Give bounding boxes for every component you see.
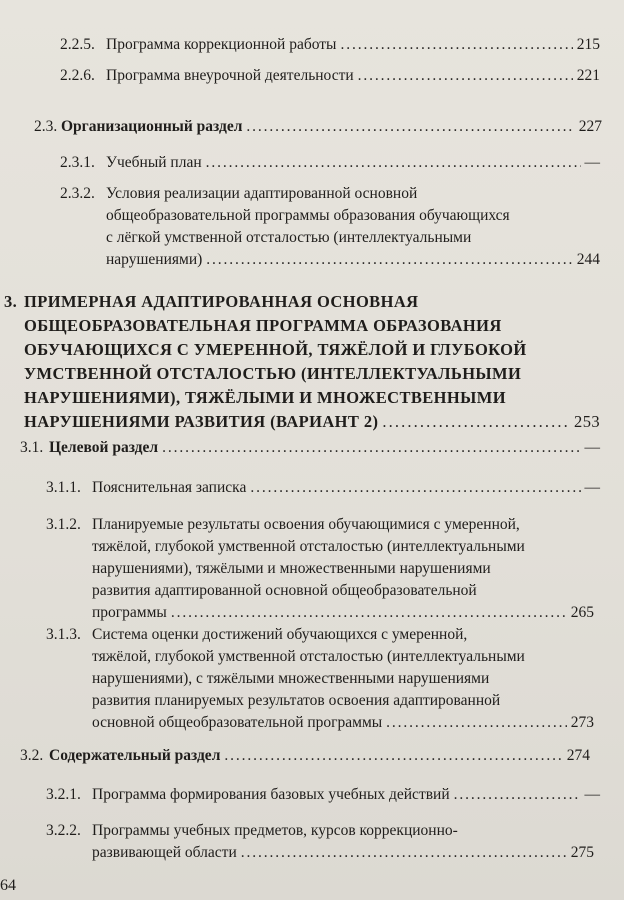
leader-dots xyxy=(162,437,580,459)
chapter-line: НАРУШЕНИЯМИ), ТЯЖЁЛЫМИ И МНОЖЕСТВЕННЫМИ xyxy=(24,388,506,407)
entry-number: 3.2.2. xyxy=(46,822,81,839)
entry-number: 3.2. xyxy=(20,747,44,764)
entry-line: Планируемые результаты освоения обучающимися с умеренной, xyxy=(92,516,520,533)
entry-title: Пояснительная записка xyxy=(92,479,247,496)
chapter-line: УМСТВЕННОЙ ОТСТАЛОСТЬЮ (ИНТЕЛЛЕКТУАЛЬНЫМИ xyxy=(24,364,522,383)
entry-line: развивающей области xyxy=(92,844,237,861)
entry-title: Учебный план xyxy=(106,154,202,171)
entry-number: 2.2.6. xyxy=(60,67,95,84)
entry-line: развития планируемых результатов освоения адаптированной xyxy=(92,692,501,709)
entry-title: Программа коррекционной работы xyxy=(106,36,337,53)
leader-dots xyxy=(358,65,573,87)
entry-page: 221 xyxy=(576,67,600,84)
entry-number: 3.1.1. xyxy=(46,479,81,496)
entry-number: 2.2.5. xyxy=(60,36,95,53)
entry-number: 2.3. xyxy=(34,118,58,135)
entry-title: Программа внеурочной деятельности xyxy=(106,67,354,84)
entry-page: 215 xyxy=(576,36,600,53)
entry-line: общеобразовательной программы образования обучающихся xyxy=(106,207,510,224)
leader-dots xyxy=(206,249,572,271)
entry-page: 273 xyxy=(570,714,594,731)
leader-dots xyxy=(250,477,580,499)
section-title: Содержательный раздел xyxy=(49,747,221,764)
chapter-number: 3. xyxy=(4,292,18,311)
entry-page: — xyxy=(584,439,600,456)
entry-page: 275 xyxy=(570,844,594,861)
chapter-line: ОБУЧАЮЩИХСЯ С УМЕРЕННОЙ, ТЯЖЁЛОЙ И ГЛУБОКОЙ xyxy=(24,340,527,359)
entry-page: 244 xyxy=(576,251,600,268)
leader-dots xyxy=(382,410,570,434)
entry-page: — xyxy=(584,479,600,496)
entry-number: 2.3.2. xyxy=(60,185,95,202)
entry-page: — xyxy=(584,154,600,171)
entry-line: нарушениями), с тяжёлыми множественными нарушениями xyxy=(92,670,490,687)
entry-number: 3.1.2. xyxy=(46,516,81,533)
entry-line: основной общеобразовательной программы xyxy=(92,714,383,731)
chapter-line: ПРИМЕРНАЯ АДАПТИРОВАННАЯ ОСНОВНАЯ xyxy=(24,292,419,311)
entry-line: нарушениями) xyxy=(106,251,203,268)
section-title: Организационный раздел xyxy=(61,118,243,135)
entry-number: 3.1.3. xyxy=(46,626,81,643)
entry-line: Программы учебных предметов, курсов коррекционно- xyxy=(92,822,458,839)
entry-line: с лёгкой умственной отсталостью (интеллектуальными xyxy=(106,229,472,246)
chapter-page: 253 xyxy=(574,412,600,431)
section-title: Целевой раздел xyxy=(49,439,159,456)
entry-line: программы xyxy=(92,604,167,621)
entry-line: Условия реализации адаптированной основной xyxy=(106,185,418,202)
entry-page: 274 xyxy=(566,747,590,764)
chapter-line: НАРУШЕНИЯМИ РАЗВИТИЯ (ВАРИАНТ 2) xyxy=(24,412,379,431)
entry-line: развития адаптированной основной общеобразовательной xyxy=(92,582,477,599)
entry-page: 265 xyxy=(570,604,594,621)
leader-dots xyxy=(340,34,572,56)
entry-line: Система оценки достижений обучающихся с умеренной, xyxy=(92,626,468,643)
leader-dots xyxy=(386,712,567,734)
entry-number: 2.3.1. xyxy=(60,154,95,171)
page-number: 64 xyxy=(0,877,16,894)
chapter-line: ОБЩЕОБРАЗОВАТЕЛЬНАЯ ПРОГРАММА ОБРАЗОВАНИЯ xyxy=(24,316,502,335)
leader-dots xyxy=(224,745,562,767)
entry-line: нарушениями), тяжёлыми и множественными нарушениями xyxy=(92,560,491,577)
entry-number: 3.1. xyxy=(20,439,44,456)
entry-title: Программа формирования базовых учебных действий xyxy=(92,786,450,803)
leader-dots xyxy=(454,784,581,806)
leader-dots xyxy=(171,602,567,624)
leader-dots xyxy=(206,152,581,174)
entry-line: тяжёлой, глубокой умственной отсталостью (интеллектуальными xyxy=(92,538,525,555)
entry-line: тяжёлой, глубокой умственной отсталостью (интеллектуальными xyxy=(92,648,525,665)
leader-dots xyxy=(241,842,567,864)
entry-number: 3.2.1. xyxy=(46,786,81,803)
leader-dots xyxy=(246,116,574,138)
entry-page: 227 xyxy=(578,118,602,135)
entry-page: — xyxy=(584,786,600,803)
